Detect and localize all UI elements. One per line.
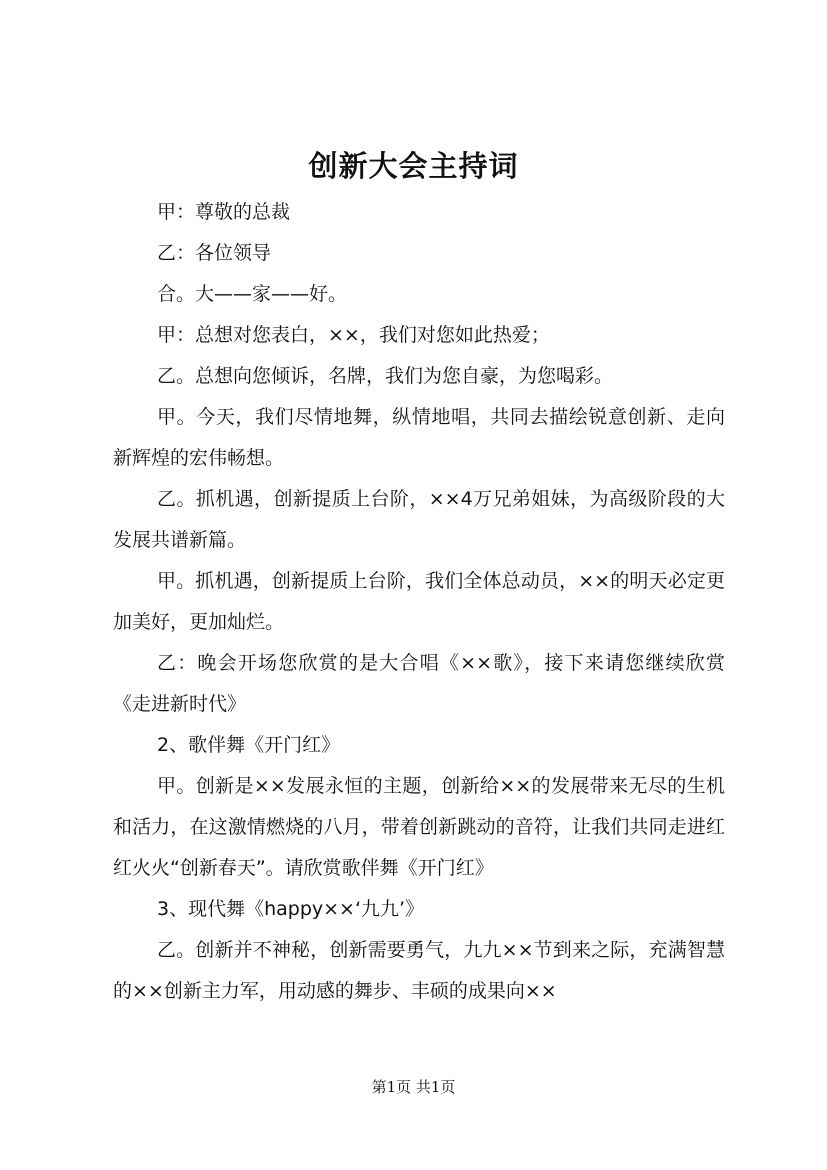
- paragraph: 乙。抓机遇，创新提质上台阶，××4万兄弟姐妹，为高级阶段的大发展共谱新篇。: [113, 488, 725, 551]
- section-heading: 2、歌伴舞《开门红》: [157, 734, 341, 756]
- paragraph: 乙：晚会开场您欣赏的是大合唱《××歌》，接下来请您继续欣赏《走进新时代》: [113, 652, 725, 715]
- paragraph: 乙：各位领导: [157, 242, 272, 264]
- paragraph: 甲。抓机遇，创新提质上台阶，我们全体总动员，××的明天必定更加美好，更加灿烂。: [113, 570, 725, 633]
- paragraph: 合。大——家——好。: [157, 283, 348, 305]
- document-body: [113, 192, 725, 1012]
- paragraph: 乙。总想向您倾诉，名牌，我们为您自豪，为您喝彩。: [157, 365, 614, 387]
- document-title: 创新大会主持词: [308, 149, 519, 183]
- section-heading: 3、现代舞《happy××‘九九’》: [157, 898, 425, 920]
- paragraph: 甲。今天，我们尽情地舞，纵情地唱，共同去描绘锐意创新、走向新辉煌的宏伟畅想。: [113, 406, 725, 469]
- paragraph: 乙。创新并不神秘，创新需要勇气，九九××节到来之际，充满智慧的××创新主力军，用动感的舞步、丰硕的成果向××: [113, 939, 725, 1002]
- paragraph: 甲。创新是××发展永恒的主题，创新给××的发展带来无尽的生机和活力，在这激情燃烧的八月，带着创新跳动的音符，让我们共同走进红红火火“创新春天”。请欣赏歌伴舞《开门红》: [113, 775, 725, 879]
- paragraph: 甲：尊敬的总裁: [157, 201, 291, 223]
- paragraph: 甲：总想对您表白，××，我们对您如此热爱；: [157, 324, 550, 346]
- page-footer: 第1页 共1页: [371, 1078, 456, 1096]
